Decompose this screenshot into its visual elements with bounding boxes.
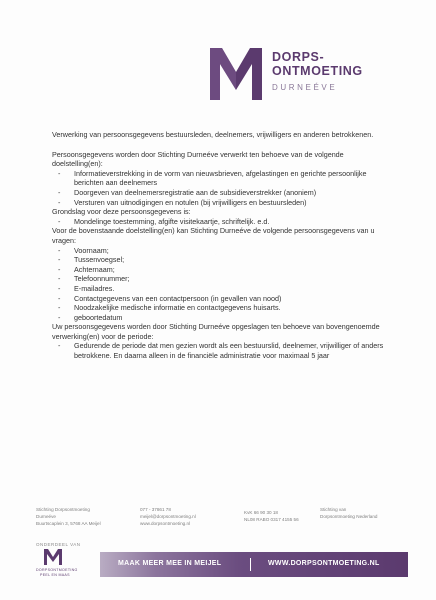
basis-list	[52, 217, 392, 227]
list-item: - Informatieverstrekking in de vorm van nieuwsbrieven, afgelastingen en gerichte persoonlijke berichten aan deelnemers	[52, 169, 392, 188]
list-item: - Versturen van uitnodigingen en notulen (bij vrijwilligers en bestuursleden)	[52, 198, 392, 208]
logo-subtitle: DURNEÉVE	[272, 83, 338, 92]
small-logo-line-2: PEEL EN MAAS	[40, 573, 70, 577]
m-logo-icon	[206, 44, 266, 102]
list-item: - Contactgegevens van een contactpersoon (in gevallen van nood)	[52, 294, 392, 304]
logo-line-1: DORPS-	[272, 50, 325, 64]
footer-address: Stichting Dorpsontmoeting Durneéve Buurtscaplein 3, 5768 AA Meijel	[36, 507, 101, 526]
retention-intro: Uw persoonsgegevens worden door Stichting Durneéve opgeslagen ten behoeve van bovengenoemde verwerking(en) voor de periode:	[52, 322, 380, 341]
data-intro: Voor de bovenstaande doelstelling(en) kan Stichting Durneéve de volgende persoonsgegevens van u vragen:	[52, 226, 375, 245]
small-logo-line-1: DORPSONTMOETING	[36, 568, 78, 572]
footer-contact-details: 077 - 37861 78 meijel@dorpsontmoeting.nl www.dorpsontmoeting.nl	[140, 507, 196, 526]
footer-registration: KvK 66 90 30 18 NL08 RABO 0317 4155 56	[244, 510, 299, 522]
list-item: - Noodzakelijke medische informatie en contactgegevens huisarts.	[52, 303, 392, 313]
list-item: - Telefoonnummer;	[52, 274, 392, 284]
banner-website-link[interactable]: WWW.DORPSONTMOETING.NL	[268, 560, 380, 567]
footer-foundation: Stichting van Dorpsontmoeting Nederland	[320, 507, 378, 519]
list-item: - Mondelinge toestemming, afgifte visitekaartje, schriftelijk. e.d.	[52, 217, 392, 227]
small-m-logo-icon	[43, 548, 63, 566]
list-item: - Tussenvoegsel;	[52, 255, 392, 265]
purpose-list	[52, 169, 392, 207]
retention-list	[52, 341, 392, 360]
list-item: - Achternaam;	[52, 265, 392, 275]
basis-intro: Grondslag voor deze persoonsgegevens is:	[52, 207, 191, 217]
peel-en-maas-logo	[36, 548, 76, 588]
banner-divider	[250, 558, 251, 571]
list-item: - Gedurende de periode dat men gezien wordt als een bestuurslid, deelnemer, vrijwilliger of anders betrokkene. En daarna alleen in de financiële administratie voor maximaal 5 jaar	[52, 341, 392, 360]
banner-slogan: MAAK MEER MEE IN MEIJEL	[118, 560, 222, 567]
data-list	[52, 246, 392, 323]
footer-banner	[100, 552, 408, 577]
member-label: ONDERDEEL VAN	[36, 542, 81, 547]
document-body	[52, 130, 392, 361]
purpose-intro: Persoonsgegevens worden door Stichting Durneéve verwerkt ten behoeve van de volgende doelstelling(en):	[52, 149, 344, 169]
logo-line-2: ONTMOETING	[272, 64, 363, 78]
list-item: - geboortedatum	[52, 313, 392, 323]
dorpsontmoeting-logo	[206, 44, 396, 104]
list-item: - Voornaam;	[52, 246, 392, 256]
list-item: - Doorgeven van deelnemersregistratie aan de subsidieverstrekker (anoniem)	[52, 188, 392, 198]
intro-paragraph: Verwerking van persoonsgegevens bestuursleden, deelnemers, vrijwilligers en anderen betrokkenen.	[52, 130, 374, 139]
list-item: - E-mailadres.	[52, 284, 392, 294]
